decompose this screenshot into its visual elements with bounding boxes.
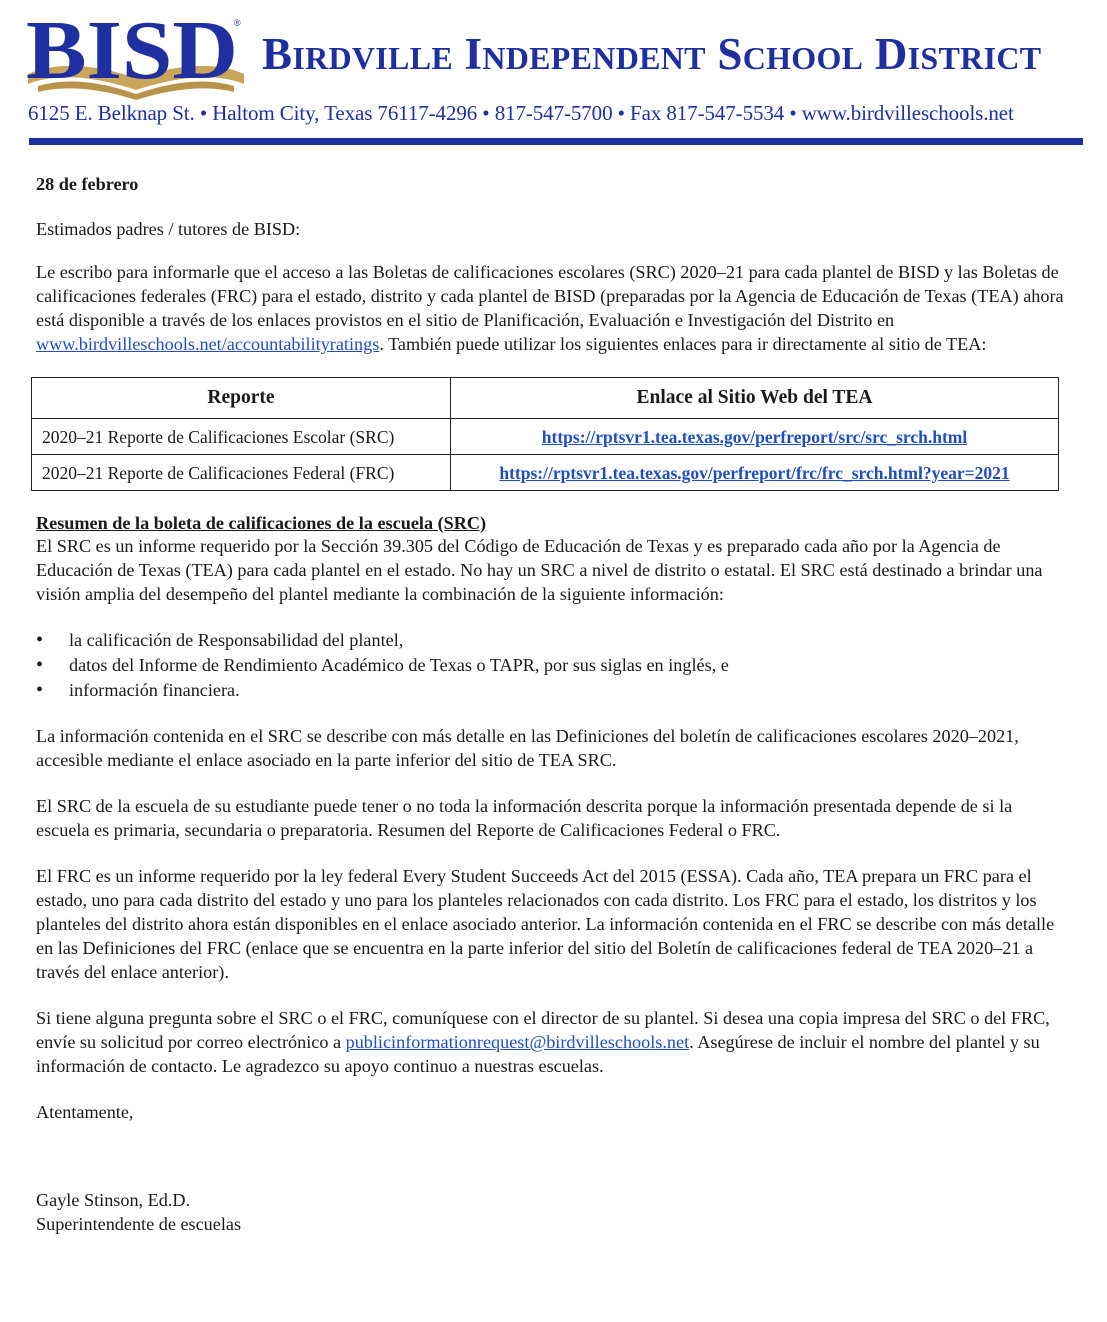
definitions-paragraph: La información contenida en el SRC se describe con más detalle en las Definiciones del boletín de calificaciones escolares 2020–2021, accesible mediante el enlace asociado en la parte inferior del sitio de TEA SRC.: [36, 726, 1019, 770]
letter-closing: Atentamente,: [36, 1102, 134, 1122]
list-item: • la calificación de Responsabilidad del plantel,: [36, 628, 1066, 653]
tea-links-table: [31, 377, 1059, 491]
column-header-link: Enlace al Sitio Web del TEA: [451, 378, 1059, 419]
contact-paragraph: [36, 1006, 1066, 1078]
letter-date: 28 de febrero: [36, 174, 139, 194]
contact-text: Si tiene alguna pregunta sobre el SRC o el FRC, comuníquese con el director de su plantel. Si desea una copia impresa del SRC o del FRC, envíe su solicitud por correo electrónico a: [36, 1008, 1050, 1052]
frc-paragraph: El FRC es un informe requerido por la ley federal Every Student Succeeds Act del 2015 (ESSA). Cada año, TEA prepara un FRC para el estado, uno para cada distrito del estado y uno para los planteles relacionados con cada distrito. Los FRC para el estado, los distritos y los planteles del distrito ahora están disponibles en el enlace asociado anterior. La información contenida en el FRC se describe con más detalle en las Definiciones del FRC (enlace que se encuentra en la parte inferior del sitio del Boletín de calificaciones federal de TEA 2020–21 a través del enlace anterior).: [36, 866, 1055, 982]
report-name: 2020–21 Reporte de Calificaciones Federal (FRC): [32, 455, 451, 491]
intro-text-end: . También puede utilizar los siguientes enlaces para ir directamente al sitio de TEA:: [379, 334, 987, 354]
frc-link[interactable]: https://rptsvr1.tea.texas.gov/perfreport/frc/frc_srch.html?year=2021: [499, 462, 1010, 483]
report-name: 2020–21 Reporte de Calificaciones Escolar (SRC): [32, 419, 451, 455]
letter-body: [36, 172, 1066, 1236]
signer-title: Superintendente de escuelas: [36, 1214, 242, 1234]
table-row: [32, 419, 1059, 455]
letter-greeting: Estimados padres / tutores de BISD:: [36, 219, 301, 239]
link-cell: [451, 419, 1059, 455]
link-cell: [451, 455, 1059, 491]
bisd-logo: [24, 12, 246, 102]
intro-paragraph: [36, 260, 1066, 356]
district-name: Birdville Independent School District: [262, 29, 1042, 79]
svg-text:BISD: BISD: [26, 12, 238, 97]
contact-text-end: . Asegúrese de incluir el nombre del plantel y su información de contacto. Le agradezco su apoyo continuo a nuestras escuelas.: [36, 1032, 1040, 1076]
src-summary-paragraph: El SRC es un informe requerido por la Sección 39.305 del Código de Educación de Texas y es preparado cada año por la Agencia de Educación de Texas (TEA) para cada plantel en el estado. No hay un SRC a nivel de distrito o estatal. El SRC está destinado a brindar una visión amplia del desempeño del plantel mediante la combinación de la siguiente información:: [36, 536, 1043, 604]
src-link[interactable]: https://rptsvr1.tea.texas.gov/perfreport/src/src_srch.html: [541, 426, 968, 447]
header-rule: [29, 138, 1083, 145]
src-info-list: [36, 628, 1066, 703]
list-item: • datos del Informe de Rendimiento Académico de Texas o TAPR, por sus siglas en inglés, e: [36, 653, 1066, 678]
table-header-row: [32, 378, 1059, 419]
list-item: • información financiera.: [36, 678, 1066, 703]
accountability-ratings-link[interactable]: www.birdvilleschools.net/accountabilityratings: [36, 334, 380, 354]
signer-name: Gayle Stinson, Ed.D.: [36, 1190, 191, 1210]
table-row: [32, 455, 1059, 491]
src-summary-heading: Resumen de la boleta de calificaciones de la escuela (SRC): [36, 513, 487, 533]
district-address: 6125 E. Belknap St. • Haltom City, Texas 76117-4296 • 817-547-5700 • Fax 817-547-5534 • www.birdvilleschools.net: [28, 101, 1014, 125]
svg-text:®: ®: [234, 18, 241, 28]
contact-email-link[interactable]: publicinformationrequest@birdvilleschools.net: [345, 1032, 690, 1052]
intro-text: Le escribo para informarle que el acceso a las Boletas de calificaciones escolares (SRC) 2020–21 para cada plantel de BISD y las Boletas de calificaciones federales (FRC) para el estado, distrito y cada plantel de BISD (preparadas por la Agencia de Educación de Texas (TEA) ahora está disponible a través de los enlaces provistos en el sitio de Planificación, Evaluación e Investigación del Distrito en: [36, 262, 1064, 330]
school-level-paragraph: El SRC de la escuela de su estudiante puede tener o no toda la información descrita porque la información presentada depende de si la escuela es primaria, secundaria o preparatoria. Resumen del Reporte de Calificaciones Federal o FRC.: [36, 796, 1013, 840]
column-header-report: Reporte: [32, 378, 451, 419]
